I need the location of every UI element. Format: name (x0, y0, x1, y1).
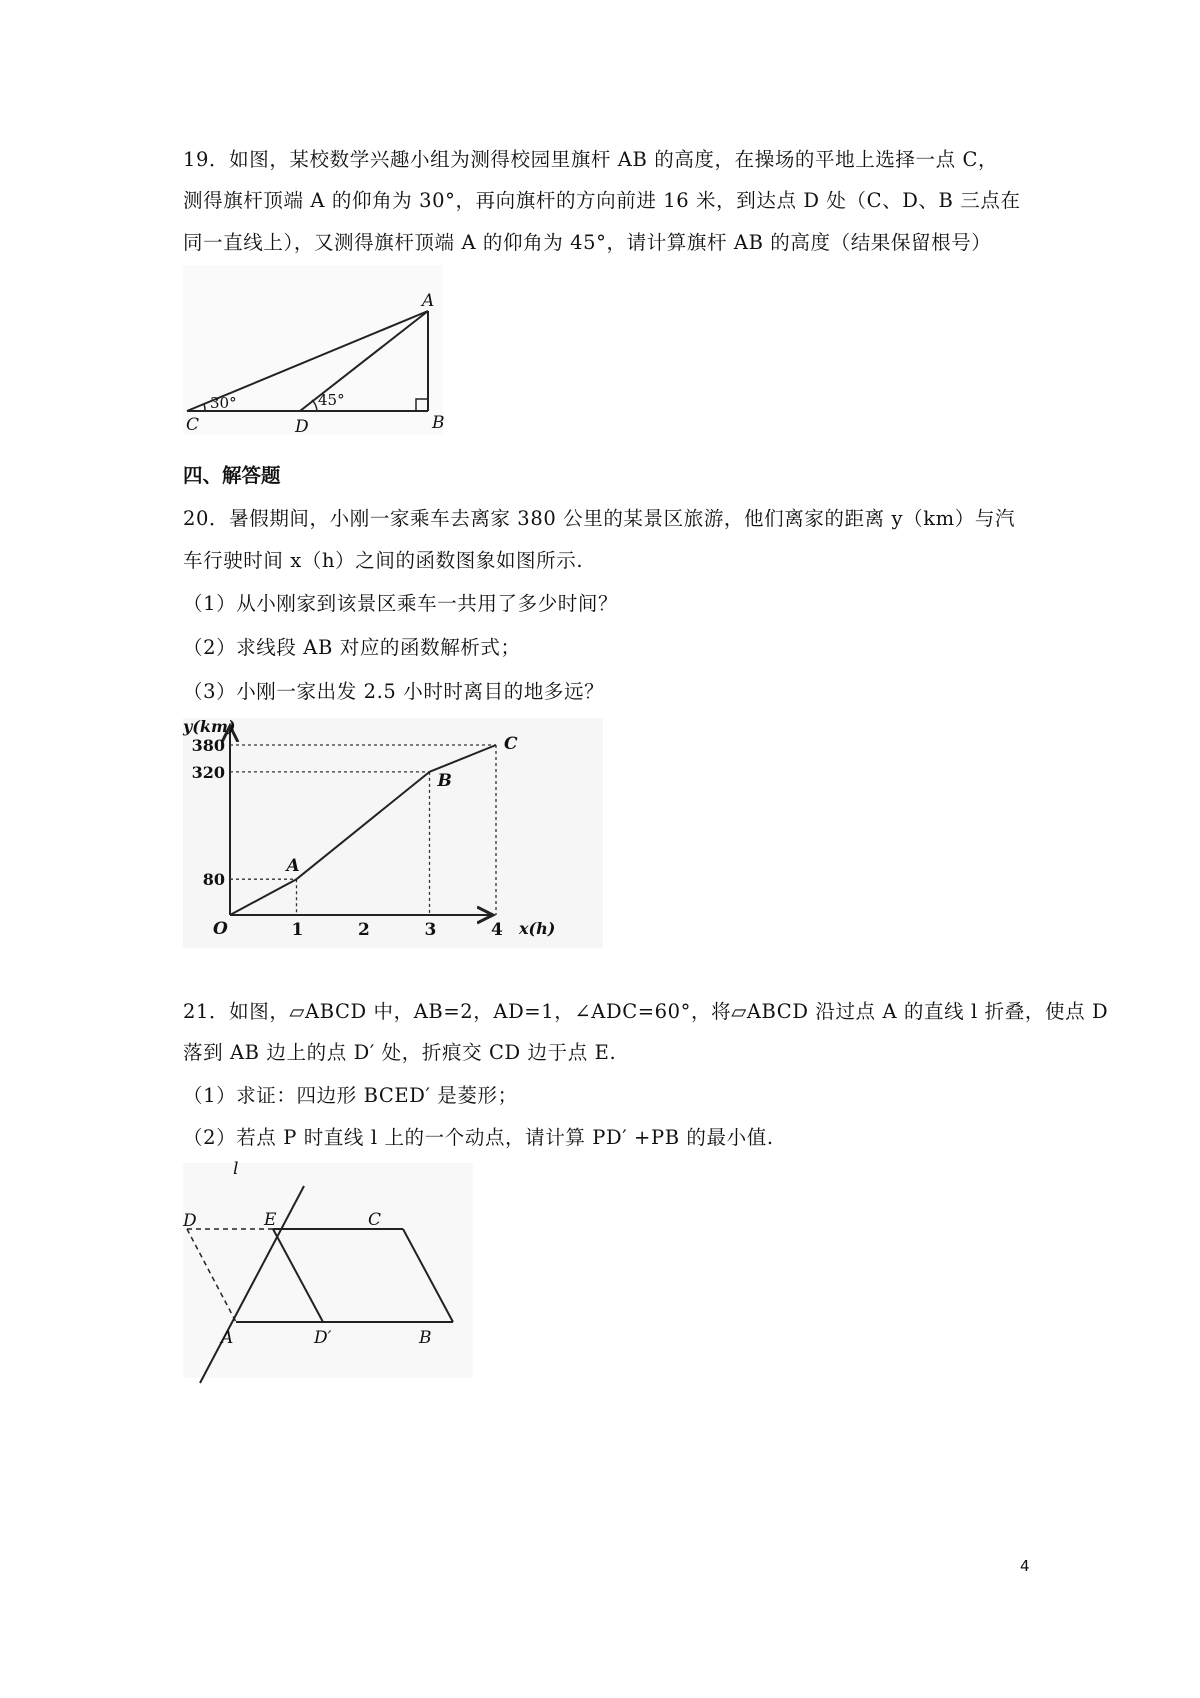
point-label-a: A (286, 856, 300, 877)
q20-line-2: 车行驶时间 x（h）之间的函数图象如图所示. (183, 549, 584, 572)
y-tick-320: 320 (191, 762, 225, 782)
y-tick-80: 80 (202, 870, 225, 890)
q21-line-3: （1）求证：四边形 BCED′ 是菱形； (183, 1084, 518, 1107)
q19-line-3: 同一直线上），又测得旗杆顶端 A 的仰角为 45°，请计算旗杆 AB 的高度（结果保留根号） (183, 231, 992, 254)
label-c: C (186, 415, 200, 435)
x-tick-1: 1 (291, 920, 304, 940)
label-b: B (432, 413, 445, 433)
label-a: A (422, 291, 435, 311)
x-tick-3: 3 (424, 920, 437, 940)
x-axis-label: x(h) (519, 919, 556, 938)
point-label-c: C (504, 734, 518, 754)
label-d: D (295, 417, 309, 437)
q19-figure (183, 265, 443, 435)
y-axis-label: y(km) (183, 717, 236, 736)
label-d-prime: D′ (314, 1328, 332, 1348)
q21-figure (183, 1159, 473, 1378)
q21-line-4: （2）若点 P 时直线 l 上的一个动点，请计算 PD′ +PB 的最小值. (183, 1126, 774, 1149)
q19-line-1: 19．如图，某校数学兴趣小组为测得校园里旗杆 AB 的高度，在操场的平地上选择一点 C， (183, 148, 999, 171)
x-tick-2: 2 (358, 920, 370, 940)
page-number: 4 (1020, 1557, 1030, 1575)
section-title: 四、解答题 (183, 464, 281, 487)
label-d: D (183, 1211, 197, 1231)
angle-30-label: 30° (210, 394, 237, 412)
q19-line-2: 测得旗杆顶端 A 的仰角为 30°，再向旗杆的方向前进 16 米，到达点 D 处（C、D、B 三点在 (183, 189, 1021, 212)
label-l: l (233, 1159, 239, 1179)
q21-line-1: 21．如图，▱ABCD 中，AB=2，AD=1，∠ADC=60°，将▱ABCD 沿过点 A 的直线 l 折叠，使点 D (183, 1000, 1109, 1023)
label-a: A (221, 1328, 234, 1348)
q20-chart (183, 718, 603, 948)
label-b: B (419, 1328, 432, 1348)
label-e: E (264, 1210, 277, 1230)
q20-line-3: （1）从小刚家到该景区乘车一共用了多少时间？ (183, 592, 619, 615)
origin-label: O (213, 919, 228, 939)
q20-line-5: （3）小刚一家出发 2.5 小时时离目的地多远？ (183, 680, 605, 703)
x-tick-4: 4 (491, 920, 503, 940)
point-label-b: B (437, 770, 452, 791)
label-c: C (368, 1210, 382, 1230)
y-tick-380: 380 (191, 736, 225, 755)
q20-line-1: 20．暑假期间，小刚一家乘车去离家 380 公里的某景区旅游，他们离家的距离 y（km）与汽 (183, 507, 1016, 530)
angle-45-label: 45° (318, 391, 345, 409)
q20-line-4: （2）求线段 AB 对应的函数解析式； (183, 636, 521, 659)
q21-line-2: 落到 AB 边上的点 D′ 处，折痕交 CD 边于点 E. (183, 1041, 617, 1064)
